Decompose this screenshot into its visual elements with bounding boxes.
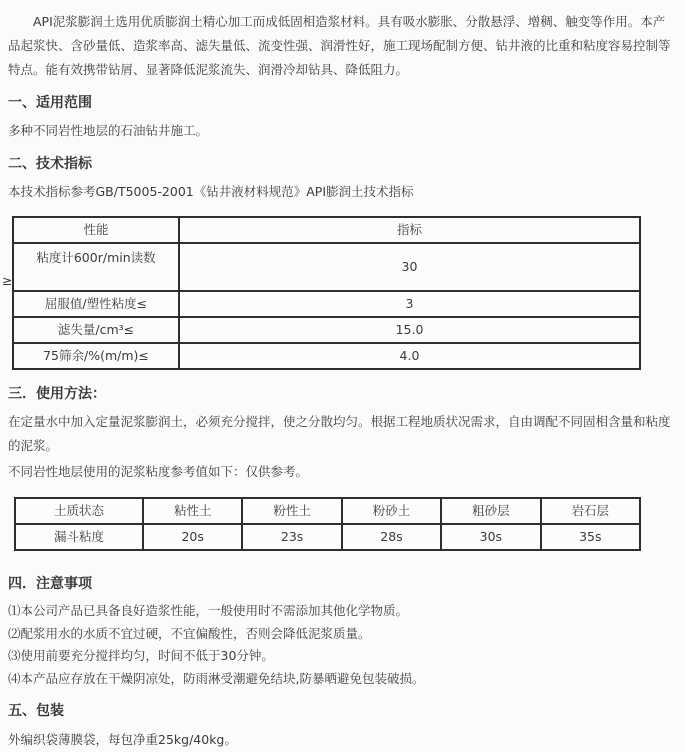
section-heading-scope: 一、适用范围: [8, 95, 92, 111]
usage-reference-note: 不同岩性地层使用的泥浆粘度参考值如下：仅供参考。: [8, 464, 309, 479]
table-row: [13, 243, 640, 291]
usage-text: 在定量水中加入定量泥浆膨润土，必须充分搅拌，使之分散均匀。根据工程地质状况需求，自由调配不同固相含量和粘度的泥浆。: [8, 414, 671, 453]
spec-header-value: 指标: [179, 217, 640, 243]
viscosity-header-soil-state: 土质状态: [15, 498, 143, 524]
section-heading-usage: 三．使用方法：: [8, 386, 106, 402]
spec-value: 15.0: [179, 317, 640, 343]
table-row: [13, 291, 640, 317]
viscosity-header: 岩石层: [541, 498, 640, 524]
spec-property-cell: 75筛余/%(m/m)≤: [13, 343, 179, 369]
viscosity-header: 粘性土: [143, 498, 242, 524]
viscosity-header: 粗砂层: [441, 498, 540, 524]
precaution-note-4: ⑷本产品应存放在干燥阴凉处，防雨淋受潮避免结块,防暴晒避免包装破损。: [8, 670, 425, 686]
viscosity-header: 粉砂土: [342, 498, 441, 524]
packaging-text: 外编织袋薄膜袋，每包净重25kg/40kg。: [8, 732, 237, 747]
section-heading-precautions: 四．注意事项: [8, 576, 92, 592]
specs-reference-text: 本技术指标参考GB/T5005-2001《钻井液材料规范》API膨润土技术指标: [8, 184, 414, 199]
viscosity-value: 30s: [441, 524, 540, 550]
spec-value: 4.0: [179, 343, 640, 369]
spec-property-cell: 屈服值/塑性粘度≤: [13, 291, 179, 317]
viscosity-value: 35s: [541, 524, 640, 550]
precaution-notes: [8, 600, 677, 690]
precaution-note-1: ⑴本公司产品已具备良好造浆性能，一般使用时不需添加其他化学物质。: [8, 603, 409, 618]
viscosity-value: 23s: [242, 524, 341, 550]
intro-paragraph: API泥浆膨润土选用优质膨润土精心加工而成低固相造浆材料。具有吸水膨胀、分散悬浮、增稠、触变等作用。本产品起浆快、含砂量低、造浆率高、滤失量低、流变性强、润滑性好，施工现场配制方便、钻井液的比重和粘度容易控制等特点。能有效携带钻屑、显著降低泥浆流失、润滑冷却钻具、降低阻力。: [8, 14, 671, 77]
precaution-note-3: ⑶使用前要充分搅拌均匀，时间不低于30分钟。: [8, 648, 274, 663]
viscosity-header: 粉性土: [242, 498, 341, 524]
spec-property-cell: 滤失量/cm³≤: [13, 317, 179, 343]
gte-symbol: ≥: [2, 273, 13, 288]
scope-text: 多种不同岩性地层的石油钻井施工。: [8, 123, 209, 138]
section-heading-packaging: 五、包装: [8, 703, 64, 719]
section-heading-specs: 二、技术指标: [8, 156, 92, 172]
spec-value: 3: [179, 291, 640, 317]
spec-table: [2, 216, 641, 370]
spec-value: 30: [179, 243, 640, 291]
spec-property-text: 粘度计600r/min读数: [36, 250, 156, 265]
table-row: [13, 343, 640, 369]
precaution-note-2: ⑵配浆用水的水质不宜过硬，不宜偏酸性，否则会降低泥浆质量。: [8, 625, 371, 641]
table-row: [13, 317, 640, 343]
viscosity-table: [14, 497, 641, 551]
viscosity-header-row: [15, 498, 640, 524]
viscosity-value: 28s: [342, 524, 441, 550]
spec-header-property: 性能: [13, 217, 179, 243]
spec-property-cell: [2, 243, 179, 291]
spec-table-header-row: [13, 217, 640, 243]
viscosity-value: 20s: [143, 524, 242, 550]
viscosity-row-label: 漏斗粘度: [15, 524, 143, 550]
table-row: [15, 524, 640, 550]
